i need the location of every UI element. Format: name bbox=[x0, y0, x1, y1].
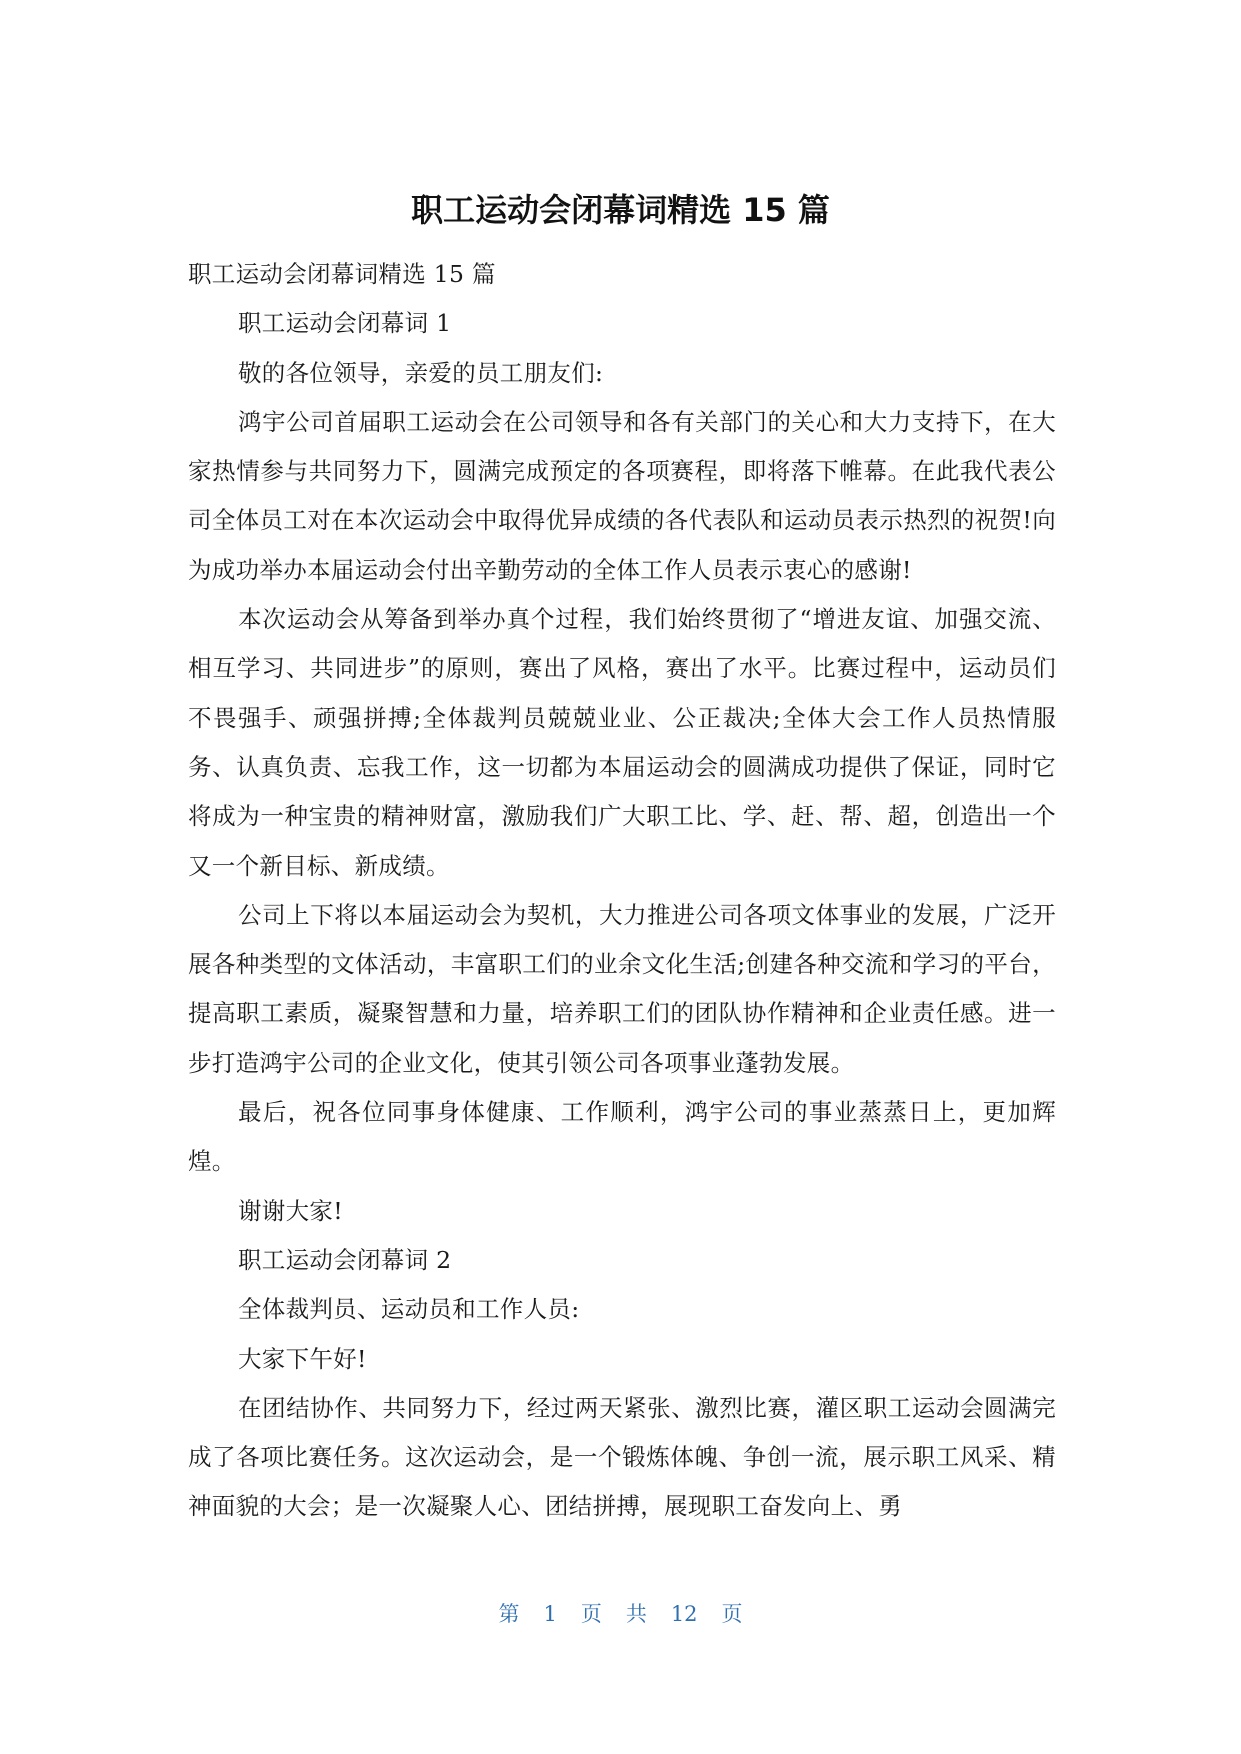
footer-word: 页 bbox=[721, 1602, 743, 1626]
document-body bbox=[188, 250, 1056, 1532]
paragraph: 公司上下将以本届运动会为契机，大力推进公司各项文体事业的发展，广泛开展各种类型的文体活动，丰富职工们的业余文化生活;创建各种交流和学习的平台，提高职工素质，凝聚智慧和力量，培养职工们的团队协作精神和企业责任感。进一步打造鸿宇公司的企业文化，使其引领公司各项事业蓬勃发展。 bbox=[188, 900, 1056, 1077]
section-heading: 职工运动会闭幕词 2 bbox=[238, 1245, 452, 1274]
greeting: 大家下午好! bbox=[238, 1344, 367, 1373]
subtitle-line: 职工运动会闭幕词精选 15 篇 bbox=[188, 260, 496, 288]
current-page-number: 1 bbox=[543, 1602, 557, 1626]
document-title: 职工运动会闭幕词精选 15 篇 bbox=[411, 191, 830, 229]
section-heading: 职工运动会闭幕词 1 bbox=[238, 309, 452, 338]
paragraph: 鸿宇公司首届职工运动会在公司领导和各有关部门的关心和大力支持下，在大家热情参与共同努力下，圆满完成预定的各项赛程，即将落下帷幕。在此我代表公司全体员工对在本次运动会中取得优异成绩的各代表队和运动员表示热烈的祝贺!向为成功举办本届运动会付出辛勤劳动的全体工作人员表示衷心的感谢! bbox=[188, 407, 1056, 584]
salutation: 敬的各位领导，亲爱的员工朋友们: bbox=[238, 358, 604, 387]
footer-word: 共 bbox=[625, 1602, 647, 1626]
paragraph: 最后，祝各位同事身体健康、工作顺利，鸿宇公司的事业蒸蒸日上，更加辉煌。 bbox=[188, 1098, 1056, 1176]
footer-word: 页 bbox=[580, 1602, 602, 1626]
closing-thanks: 谢谢大家! bbox=[238, 1196, 343, 1225]
salutation: 全体裁判员、运动员和工作人员: bbox=[238, 1295, 580, 1324]
total-page-count: 12 bbox=[670, 1602, 698, 1626]
page-footer bbox=[0, 1598, 1241, 1628]
paragraph: 在团结协作、共同努力下，经过两天紧张、激烈比赛，灌区职工运动会圆满完成了各项比赛任务。这次运动会，是一个锻炼体魄、争创一流，展示职工风采、精神面貌的大会；是一次凝聚人心、团结拼搏，展现职工奋发向上、勇 bbox=[188, 1393, 1056, 1521]
footer-word: 第 bbox=[498, 1602, 520, 1626]
paragraph: 本次运动会从筹备到举办真个过程，我们始终贯彻了“增进友谊、加强交流、相互学习、共同进步”的原则，赛出了风格，赛出了水平。比赛过程中，运动员们不畏强手、顽强拼搏;全体裁判员兢兢业业、公正裁决;全体大会工作人员热情服务、认真负责、忘我工作，这一切都为本届运动会的圆满成功提供了保证，同时它将成为一种宝贵的精神财富，激励我们广大职工比、学、赶、帮、超，创造出一个又一个新目标、新成绩。 bbox=[188, 605, 1056, 880]
